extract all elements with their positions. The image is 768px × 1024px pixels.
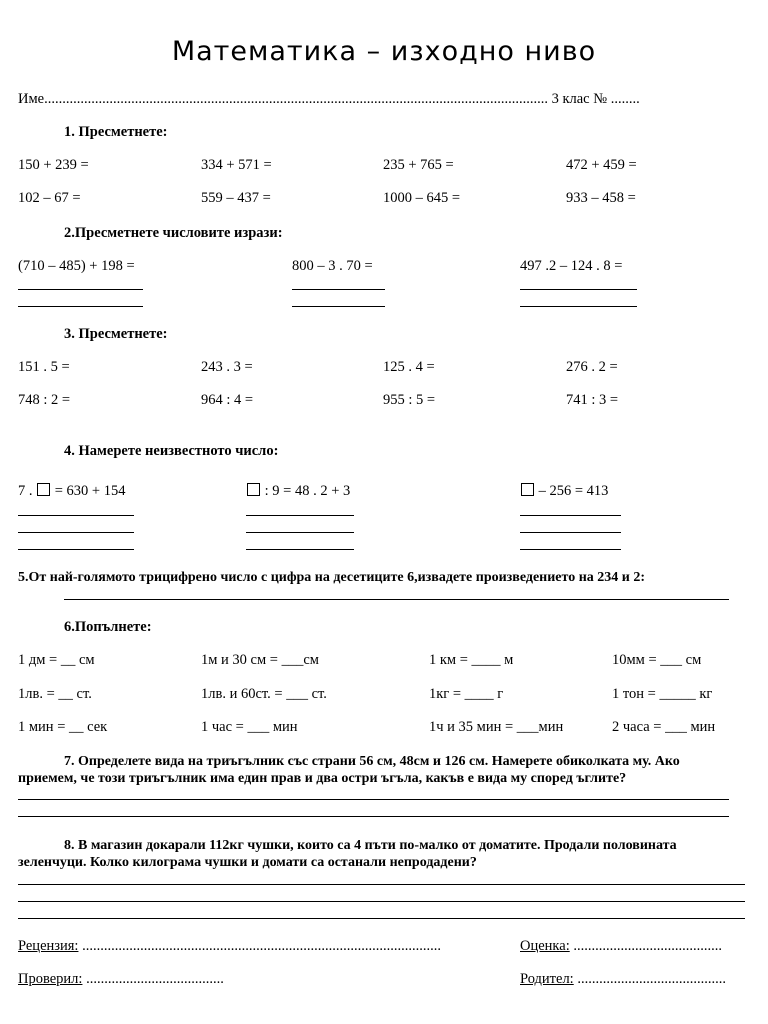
task4-equation	[18, 483, 125, 500]
task1-expr: 559 – 437 =	[201, 190, 271, 206]
answer-line	[292, 306, 385, 307]
task3-expr: 955 : 5 =	[383, 392, 436, 408]
grade-label: Оценка:	[520, 938, 570, 954]
answer-line	[292, 289, 385, 290]
answer-line	[18, 515, 134, 516]
task1-heading: 1. Пресметнете:	[64, 124, 168, 140]
answer-line	[18, 918, 745, 919]
equation-suffix: – 256 = 413	[538, 483, 609, 499]
answer-line	[520, 306, 637, 307]
answer-line	[18, 884, 745, 885]
answer-line	[246, 532, 354, 533]
conversion-item: 1 час = ___ мин	[201, 719, 298, 735]
conversion-item: 1 тон = _____ кг	[612, 686, 713, 702]
unknown-box-icon	[521, 483, 534, 496]
parent-field	[520, 971, 726, 988]
answer-line	[18, 289, 143, 290]
task3-expr: 748 : 2 =	[18, 392, 71, 408]
answer-line	[520, 515, 621, 516]
conversion-item: 1 мин = __ сек	[18, 719, 108, 735]
task7-text-line1: 7. Определете вида на триъгълник със страни 56 см, 48см и 126 см. Намерете обиколката му. Ако	[64, 754, 680, 769]
checked-label: Проверил:	[18, 971, 83, 987]
answer-line	[520, 549, 621, 550]
review-field	[18, 938, 441, 955]
task2-heading: 2.Пресметнете числовите изрази:	[64, 225, 283, 241]
equation-suffix: = 630 + 154	[54, 483, 126, 499]
task3-expr: 741 : 3 =	[566, 392, 619, 408]
answer-line	[18, 549, 134, 550]
answer-line	[18, 799, 729, 800]
task1-expr: 334 + 571 =	[201, 157, 272, 173]
conversion-item: 1лв. и 60ст. = ___ ст.	[201, 686, 327, 702]
task1-expr: 235 + 765 =	[383, 157, 454, 173]
task2-expr: 800 – 3 . 70 =	[292, 258, 373, 274]
conversion-item: 1м и 30 см = ___см	[201, 652, 319, 668]
task5-heading: 5.От най-голямото трицифрено число с цифра на десетиците 6,извадете произведението на 234 и 2:	[18, 570, 646, 585]
equation-prefix: 7 .	[18, 483, 33, 499]
answer-line	[520, 532, 621, 533]
conversion-item: 1 км = ____ м	[429, 652, 514, 668]
task1-expr: 150 + 239 =	[18, 157, 89, 173]
task4-equation	[246, 483, 350, 500]
task3-expr: 243 . 3 =	[201, 359, 253, 375]
name-class-line: Име........................................................................................................................................... 3 клас № ........	[18, 91, 640, 107]
task3-expr: 125 . 4 =	[383, 359, 435, 375]
task1-expr: 102 – 67 =	[18, 190, 81, 206]
review-label: Рецензия:	[18, 938, 79, 954]
conversion-item: 10мм = ___ см	[612, 652, 702, 668]
task1-expr: 1000 – 645 =	[383, 190, 461, 206]
task3-expr: 964 : 4 =	[201, 392, 254, 408]
answer-line	[520, 289, 637, 290]
grade-field	[520, 938, 722, 955]
unknown-box-icon	[247, 483, 260, 496]
checked-dots: ......................................	[82, 971, 224, 987]
task1-expr: 933 – 458 =	[566, 190, 636, 206]
review-dots: ...................................................................................................	[78, 938, 441, 954]
task6-heading: 6.Попълнете:	[64, 619, 152, 635]
conversion-item: 1ч и 35 мин = ___мин	[429, 719, 564, 735]
checked-field	[18, 971, 224, 988]
task2-expr: (710 – 485) + 198 =	[18, 258, 135, 274]
page-title: Математика – изходно ниво	[171, 36, 597, 67]
task7-text-line2: приемем, че този триъгълник има един прав и два остри ъгъла, какъв е вида му според ъглите?	[18, 771, 627, 786]
equation-suffix: : 9 = 48 . 2 + 3	[264, 483, 351, 499]
task4-equation	[520, 483, 608, 500]
parent-label: Родител:	[520, 971, 574, 987]
answer-line	[246, 549, 354, 550]
answer-line	[18, 901, 745, 902]
task1-expr: 472 + 459 =	[566, 157, 637, 173]
answer-line	[18, 306, 143, 307]
answer-line	[64, 599, 729, 600]
task8-text-line1: 8. В магазин докарали 112кг чушки, които са 4 пъти по-малко от доматите. Продали половината	[64, 838, 677, 853]
task2-expr: 497 .2 – 124 . 8 =	[520, 258, 623, 274]
conversion-item: 1лв. = __ ст.	[18, 686, 92, 702]
parent-dots: .........................................	[573, 971, 726, 987]
conversion-item: 2 часа = ___ мин	[612, 719, 716, 735]
unknown-box-icon	[37, 483, 50, 496]
answer-line	[246, 515, 354, 516]
answer-line	[18, 816, 729, 817]
task3-heading: 3. Пресметнете:	[64, 326, 168, 342]
task3-expr: 276 . 2 =	[566, 359, 618, 375]
task3-expr: 151 . 5 =	[18, 359, 70, 375]
task8-text-line2: зеленчуци. Колко килограма чушки и домати са останали непродадени?	[18, 855, 477, 870]
conversion-item: 1кг = ____ г	[429, 686, 504, 702]
answer-line	[18, 532, 134, 533]
task4-heading: 4. Намерете неизвестното число:	[64, 443, 279, 459]
conversion-item: 1 дм = __ см	[18, 652, 95, 668]
grade-dots: .........................................	[569, 938, 722, 954]
